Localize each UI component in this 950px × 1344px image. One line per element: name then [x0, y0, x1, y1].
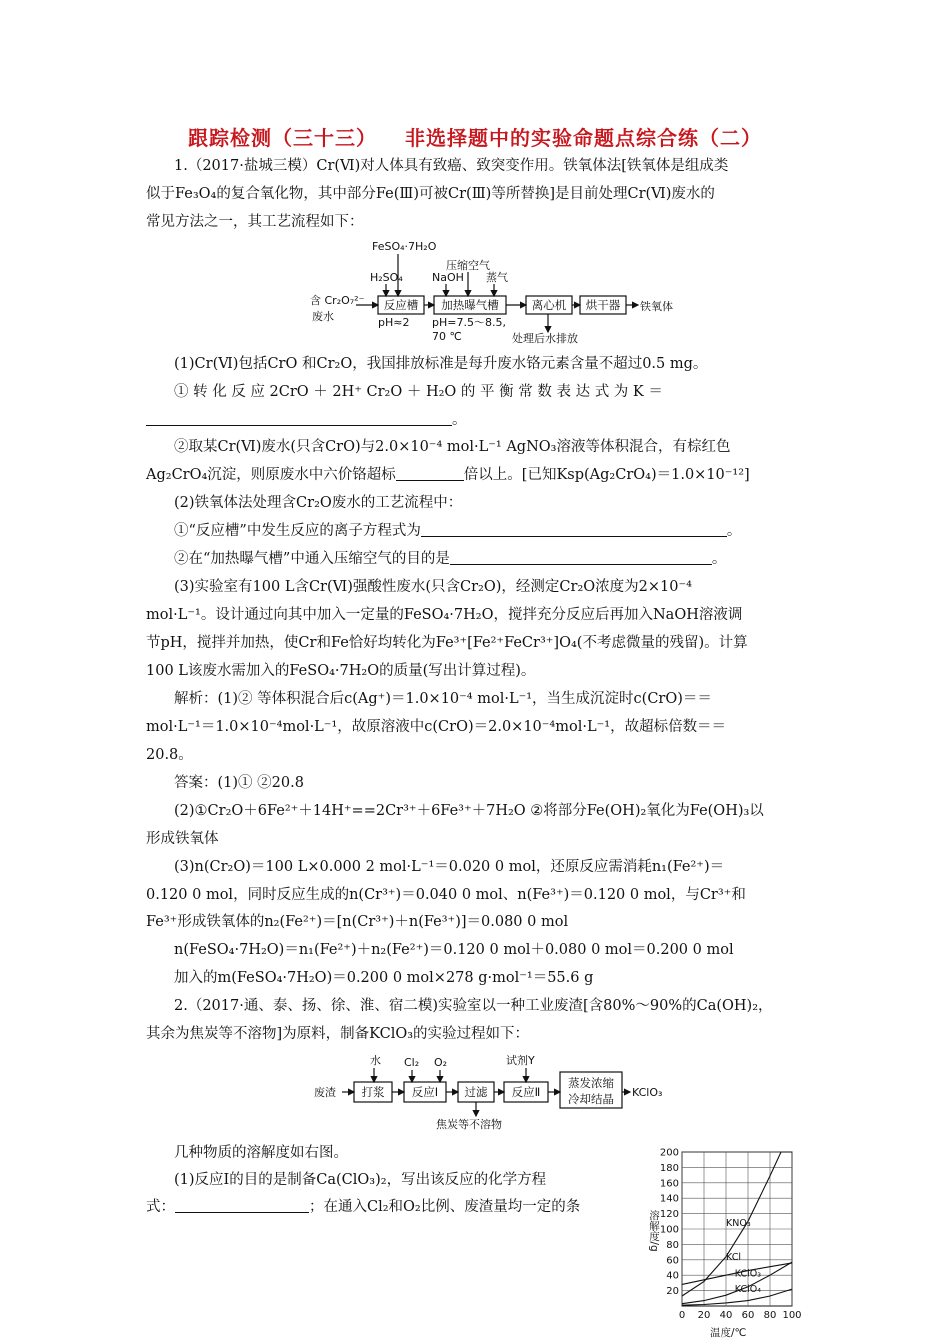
flow2-product: KClO₃	[632, 1086, 663, 1099]
answer-line-2: Ag₂CrO₄沉淀，则原废水中六价铬超标 倍以上。[已知Ksp(Ag₂CrO₄)＝1.0×10⁻¹²]	[146, 467, 750, 483]
flow1-air: 压缩空气	[446, 259, 490, 272]
y-tick-label: 60	[666, 1255, 679, 1267]
x-tick-label: 40	[719, 1310, 733, 1321]
flow1-box-dryer: 烘干器	[585, 298, 621, 312]
flow2-residue: 焦炭等不溶物	[436, 1118, 502, 1131]
text-line: 0.120 0 mol，同时反应生成的n(Cr³⁺)＝0.040 0 mol、n(Fe³⁺)＝0.120 0 mol，与Cr³⁺和	[146, 887, 746, 903]
series-label-3: KClO₄	[734, 1284, 762, 1296]
text-line: 形成铁氧体	[146, 831, 219, 847]
text-line: (3)实验室有100 L含Cr(Ⅵ)强酸性废水(只含Cr₂O)，经测定Cr₂O浓度为2×10⁻⁴	[174, 579, 692, 595]
y-tick-label: 120	[659, 1209, 679, 1221]
text-line: ②取某Cr(Ⅵ)废水(只含CrO)与2.0×10⁻⁴ mol·L⁻¹ AgNO₃溶液等体积混合，有棕红色	[174, 439, 731, 455]
y-tick-label: 200	[659, 1147, 679, 1159]
flow1-inlet: 含 Cr₂O₇²⁻	[310, 294, 365, 307]
flow1-ph2: pH=7.5～8.5,	[432, 316, 506, 329]
x-tick-label: 80	[763, 1310, 777, 1321]
text-line: (1)反应Ⅰ的目的是制备Ca(ClO₃)₂，写出该反应的化学方程	[174, 1172, 547, 1188]
y-tick-label: 180	[659, 1162, 679, 1174]
page-title	[0, 122, 950, 151]
text-line: 节pH，搅拌并加热，使Cr和Fe恰好均转化为Fe³⁺[Fe²⁺FeCr³⁺]O₄(不考虑微量的残留)。计算	[146, 635, 748, 651]
chart-ylabel: 溶解度/g	[648, 1210, 660, 1252]
title-sub: 非选择题中的实验命题点综合练（二）	[404, 126, 762, 150]
flow2-box-evaporate: 蒸发浓缩	[568, 1076, 614, 1090]
answer-blank[interactable]	[146, 411, 452, 426]
flow1-temp: 70 ℃	[432, 330, 462, 343]
flow2-box-reaction2: 反应Ⅱ	[511, 1085, 541, 1099]
y-tick-label: 100	[659, 1224, 679, 1236]
y-tick-label: 160	[659, 1178, 679, 1190]
flow2-reagent: 试剂Y	[506, 1054, 535, 1067]
series-label-0: KNO₃	[726, 1217, 751, 1229]
text-line: mol·L⁻¹＝1.0×10⁻⁴mol·L⁻¹，故原溶液中c(CrO)＝2.0×10⁻⁴mol·L⁻¹，故超标倍数＝＝	[146, 719, 727, 735]
flow1-discharge: 处理后水排放	[512, 332, 578, 345]
chart-xlabel: 温度/℃	[710, 1327, 747, 1339]
flow2-box-filter: 过滤	[464, 1085, 488, 1099]
answer-blank[interactable]	[421, 522, 727, 537]
x-tick-label: 100	[782, 1310, 802, 1321]
series-label-1: KCl	[726, 1251, 741, 1263]
solubility-chart	[640, 1140, 815, 1340]
text-line: n(FeSO₄·7H₂O)＝n₁(Fe²⁺)＋n₂(Fe²⁺)＝0.120 0 mol＋0.080 0 mol＝0.200 0 mol	[174, 942, 734, 958]
flow1-feso4: FeSO₄·7H₂O	[372, 240, 437, 253]
text-line: 1.（2017·盐城三模）Cr(Ⅵ)对人体具有致癌、致突变作用。铁氧体法[铁氧体是组成类	[174, 158, 729, 174]
text-line: 解析：(1)② 等体积混合后c(Ag⁺)＝1.0×10⁻⁴ mol·L⁻¹，当生成沉淀时c(CrO)＝＝	[174, 691, 712, 707]
text-line: ① 转 化 反 应 2CrO ＋ 2H⁺ Cr₂O ＋ H₂O 的 平 衡 常 数 表 达 式 为 K ＝	[174, 384, 663, 400]
flow1-box-aeration: 加热曝气槽	[441, 298, 499, 312]
text-line: Fe³⁺形成铁氧体的n₂(Fe²⁺)＝[n(Cr³⁺)＋n(Fe³⁺)]＝0.080 0 mol	[146, 914, 569, 930]
flow2-box-slurry: 打浆	[361, 1085, 385, 1099]
process-flow-diagram-2	[312, 1050, 682, 1132]
answer-blank[interactable]	[396, 466, 464, 481]
answer-line-5: 式： ；在通入Cl₂和O₂比例、废渣量均一定的条	[146, 1199, 581, 1215]
flow1-steam: 蒸气	[486, 271, 508, 284]
flow1-box-reactor: 反应槽	[383, 298, 419, 312]
title-main: 跟踪检测（三十三）	[188, 126, 378, 150]
chart-series-labels	[726, 1218, 761, 1295]
y-tick-label: 20	[666, 1286, 679, 1298]
answer-blank[interactable]	[450, 550, 712, 565]
flow2-box-reaction1: 反应Ⅰ	[411, 1085, 439, 1099]
text-line: (2)铁氧体法处理含Cr₂O废水的工艺流程中：	[174, 495, 463, 511]
answer-line-4: ②在“加热曝气槽”中通入压缩空气的目的是 。	[174, 551, 727, 567]
flow1-ph1: pH≈2	[378, 316, 410, 329]
y-tick-label: 40	[666, 1270, 679, 1282]
text-line: 20.8。	[146, 747, 193, 763]
flow1-box-centrifuge: 离心机	[531, 298, 567, 312]
x-tick-label: 60	[741, 1310, 755, 1321]
flow1-naoh: NaOH	[432, 271, 464, 284]
answer-line-3: ①“反应槽”中发生反应的离子方程式为 。	[174, 523, 742, 539]
text-line: 似于Fe₃O₄的复合氧化物，其中部分Fe(Ⅲ)可被Cr(Ⅲ)等所替换]是目前处理Cr(Ⅵ)废水的	[146, 186, 715, 202]
answer-line-1: 。	[146, 410, 806, 430]
text-line: (2)①Cr₂O＋6Fe²⁺＋14H⁺==2Cr³⁺＋6Fe³⁺＋7H₂O ②将部分Fe(OH)₂氧化为Fe(OH)₃以	[174, 803, 764, 819]
flow2-cl2: Cl₂	[404, 1056, 420, 1069]
text-line: 常见方法之一，其工艺流程如下：	[146, 214, 364, 230]
y-tick-label: 140	[659, 1193, 679, 1205]
flow1-product: 铁氧体	[640, 300, 673, 313]
text-line: 其余为焦炭等不溶物]为原料，制备KClO₃的实验过程如下：	[146, 1026, 530, 1042]
text-line: 答案：(1)① ②20.8	[174, 775, 304, 791]
y-tick-label: 80	[666, 1239, 679, 1251]
text-line: 2.（2017·通、泰、扬、徐、淮、宿二模)实验室以一种工业废渣[含80%～90%的Ca(OH)₂，	[174, 998, 773, 1014]
text-line: mol·L⁻¹。设计通过向其中加入一定量的FeSO₄·7H₂O，搅拌充分反应后再加入NaOH溶液调	[146, 607, 743, 623]
series-label-2: KClO₃	[734, 1268, 762, 1280]
flow2-box-crystallize: 冷却结晶	[568, 1092, 614, 1106]
flow2-water: 水	[370, 1054, 381, 1067]
flow1-inlet2: 废水	[312, 310, 334, 323]
text-line: (3)n(Cr₂O)＝100 L×0.000 2 mol·L⁻¹＝0.020 0 mol，还原反应需消耗n₁(Fe²⁺)＝	[174, 859, 725, 875]
chart-ticks	[660, 1148, 802, 1322]
text-line: 100 L该废水需加入的FeSO₄·7H₂O的质量(写出计算过程)。	[146, 663, 536, 679]
x-tick-label: 0	[678, 1310, 686, 1321]
chart-grid	[682, 1152, 792, 1306]
process-flow-diagram-1	[308, 238, 708, 348]
text-line: 几种物质的溶解度如右图。	[174, 1145, 348, 1161]
text-line: 加入的m(FeSO₄·7H₂O)＝0.200 0 mol×278 g·mol⁻¹＝55.6 g	[174, 970, 594, 986]
flow2-o2: O₂	[434, 1056, 448, 1069]
text-line: (1)Cr(Ⅵ)包括CrO 和Cr₂O，我国排放标准是每升废水铬元素含量不超过0.5 mg。	[174, 356, 708, 372]
answer-blank[interactable]	[175, 1198, 309, 1213]
x-tick-label: 20	[697, 1310, 711, 1321]
flow1-h2so4: H₂SO₄	[370, 271, 403, 284]
flow2-start: 废渣	[314, 1086, 336, 1099]
